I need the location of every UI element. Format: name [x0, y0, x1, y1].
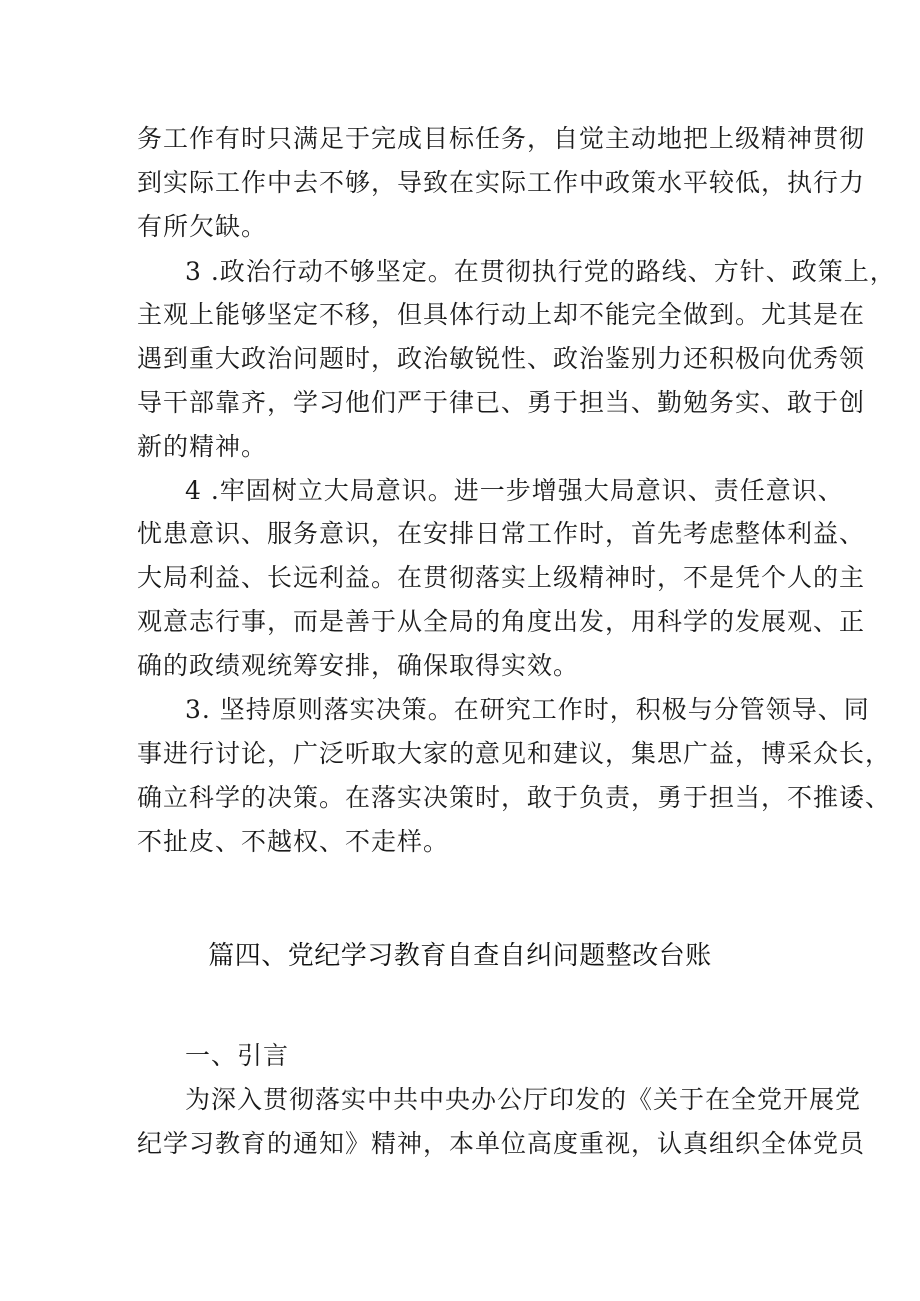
paragraph-line: 遇到重大政治问题时，政治敏锐性、政治鉴别力还积极向优秀领	[137, 344, 866, 373]
paragraph-line: 纪学习教育的通知》精神，本单位高度重视，认真组织全体党员	[137, 1129, 866, 1158]
paragraph-line: 不扯皮、不越权、不走样。	[137, 827, 450, 856]
paragraph-line: 3 .政治行动不够坚定。在贯彻执行党的路线、方针、政策上，	[185, 257, 896, 286]
paragraph-line: 大局利益、长远利益。在贯彻落实上级精神时，不是凭个人的主	[137, 563, 866, 592]
section-title: 篇四、党纪学习教育自查自纠问题整改台账	[208, 941, 712, 971]
paragraph-line: 事进行讨论，广泛听取大家的意见和建议，集思广益，博采众长，	[137, 739, 892, 768]
paragraph-line: 到实际工作中去不够，导致在实际工作中政策水平较低，执行力	[137, 168, 866, 197]
paragraph-line: 确的政绩观统筹安排，确保取得实效。	[137, 651, 580, 680]
paragraph-line: 4 .牢固树立大局意识。进一步增强大局意识、责任意识、	[185, 476, 844, 505]
paragraph-line: 忧患意识、服务意识，在安排日常工作时，首先考虑整体利益、	[137, 519, 866, 548]
paragraph-line: 观意志行事，而是善于从全局的角度出发，用科学的发展观、正	[137, 607, 866, 636]
subheading: 一、引言	[185, 1041, 290, 1070]
paragraph-line: 3. 坚持原则落实决策。在研究工作时，积极与分管领导、同	[185, 695, 870, 724]
paragraph-line: 导干部靠齐，学习他们严于律已、勇于担当、勤勉务实、敢于创	[137, 388, 866, 417]
paragraph-line: 务工作有时只满足于完成目标任务，自觉主动地把上级精神贯彻	[137, 124, 866, 153]
paragraph-line: 确立科学的决策。在落实决策时，敢于负责，勇于担当，不推诿、	[137, 783, 892, 812]
paragraph-line: 新的精神。	[137, 432, 268, 461]
paragraph-line: 有所欠缺。	[137, 212, 268, 241]
paragraph-line: 为深入贯彻落实中共中央办公厅印发的《关于在全党开展党	[185, 1085, 862, 1114]
paragraph-line: 主观上能够坚定不移，但具体行动上却不能完全做到。尤其是在	[137, 300, 866, 329]
